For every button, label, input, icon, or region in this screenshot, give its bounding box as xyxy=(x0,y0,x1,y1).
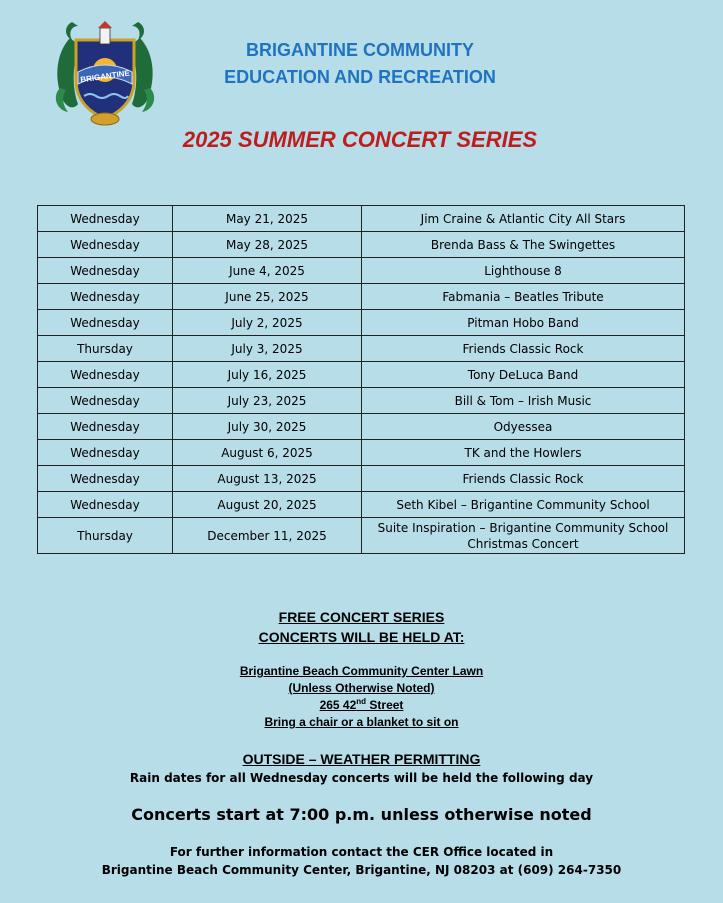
date-cell: July 30, 2025 xyxy=(173,414,362,440)
weather-notice: OUTSIDE – WEATHER PERMITTING xyxy=(242,751,481,767)
performer-line-1: Suite Inspiration – Brigantine Community School xyxy=(377,520,669,535)
day-cell: Wednesday xyxy=(38,414,173,440)
date-cell: May 21, 2025 xyxy=(173,206,362,232)
table-row xyxy=(38,232,685,258)
venue-block xyxy=(0,663,723,731)
day-cell: Wednesday xyxy=(38,492,173,518)
performer-cell: Pitman Hobo Band xyxy=(362,310,685,336)
date-cell: August 20, 2025 xyxy=(173,492,362,518)
date-cell: December 11, 2025 xyxy=(173,518,362,554)
schedule-body xyxy=(38,206,685,554)
table-row xyxy=(38,440,685,466)
start-time-note: Concerts start at 7:00 p.m. unless otherwise noted xyxy=(131,805,592,824)
table-row xyxy=(38,206,685,232)
day-cell: Wednesday xyxy=(38,258,173,284)
held-at-heading: CONCERTS WILL BE HELD AT: xyxy=(258,629,465,645)
contact-line-1: For further information contact the CER Office located in xyxy=(169,845,554,859)
day-cell: Wednesday xyxy=(38,232,173,258)
address-street: Street xyxy=(366,698,404,712)
day-cell: Wednesday xyxy=(38,362,173,388)
table-row xyxy=(38,336,685,362)
concert-schedule-table xyxy=(37,205,685,554)
table-row xyxy=(38,258,685,284)
day-cell: Wednesday xyxy=(38,388,173,414)
brigantine-seal-logo xyxy=(52,18,158,126)
org-line-1: BRIGANTINE COMMUNITY xyxy=(246,40,474,60)
rain-date-note: Rain dates for all Wednesday concerts will be held the following day xyxy=(129,771,594,785)
table-row xyxy=(38,310,685,336)
performer-cell: Friends Classic Rock xyxy=(362,466,685,492)
venue-note: (Unless Otherwise Noted) xyxy=(288,681,435,695)
performer-cell xyxy=(362,518,685,554)
performer-cell: Brenda Bass & The Swingettes xyxy=(362,232,685,258)
free-series-heading: FREE CONCERT SERIES xyxy=(278,609,445,625)
date-cell: June 25, 2025 xyxy=(173,284,362,310)
performer-cell: Lighthouse 8 xyxy=(362,258,685,284)
table-row xyxy=(38,414,685,440)
date-cell: August 6, 2025 xyxy=(173,440,362,466)
table-row xyxy=(38,466,685,492)
date-cell: July 16, 2025 xyxy=(173,362,362,388)
table-row xyxy=(38,284,685,310)
free-series-block xyxy=(0,607,723,647)
contact-info xyxy=(0,843,723,879)
contact-line-2: Brigantine Beach Community Center, Brigantine, NJ 08203 at (609) 264-7350 xyxy=(101,863,622,877)
day-cell: Wednesday xyxy=(38,466,173,492)
table-row xyxy=(38,518,685,554)
page-title: 2025 SUMMER CONCERT SERIES xyxy=(182,127,538,152)
performer-cell: TK and the Howlers xyxy=(362,440,685,466)
performer-line-2: Christmas Concert xyxy=(467,536,579,551)
day-cell: Wednesday xyxy=(38,284,173,310)
date-cell: July 23, 2025 xyxy=(173,388,362,414)
day-cell: Thursday xyxy=(38,336,173,362)
date-cell: August 13, 2025 xyxy=(173,466,362,492)
org-line-2: EDUCATION AND RECREATION xyxy=(224,67,496,87)
date-cell: June 4, 2025 xyxy=(173,258,362,284)
day-cell: Thursday xyxy=(38,518,173,554)
date-cell: May 28, 2025 xyxy=(173,232,362,258)
performer-cell: Friends Classic Rock xyxy=(362,336,685,362)
venue-address xyxy=(0,697,723,714)
performer-cell: Odyessea xyxy=(362,414,685,440)
day-cell: Wednesday xyxy=(38,310,173,336)
day-cell: Wednesday xyxy=(38,206,173,232)
venue-name: Brigantine Beach Community Center Lawn xyxy=(239,664,484,678)
day-cell: Wednesday xyxy=(38,440,173,466)
address-ordinal: nd xyxy=(356,697,367,706)
table-row xyxy=(38,388,685,414)
address-number: 265 42 xyxy=(319,698,357,712)
bring-chair-note: Bring a chair or a blanket to sit on xyxy=(264,715,459,729)
table-row xyxy=(38,362,685,388)
performer-cell: Seth Kibel – Brigantine Community School xyxy=(362,492,685,518)
date-cell: July 3, 2025 xyxy=(173,336,362,362)
organization-name xyxy=(200,37,520,91)
performer-cell: Jim Craine & Atlantic City All Stars xyxy=(362,206,685,232)
table-row xyxy=(38,492,685,518)
performer-cell: Bill & Tom – Irish Music xyxy=(362,388,685,414)
performer-cell: Fabmania – Beatles Tribute xyxy=(362,284,685,310)
date-cell: July 2, 2025 xyxy=(173,310,362,336)
performer-cell: Tony DeLuca Band xyxy=(362,362,685,388)
seal-text: BRIGANTINE xyxy=(79,68,131,85)
